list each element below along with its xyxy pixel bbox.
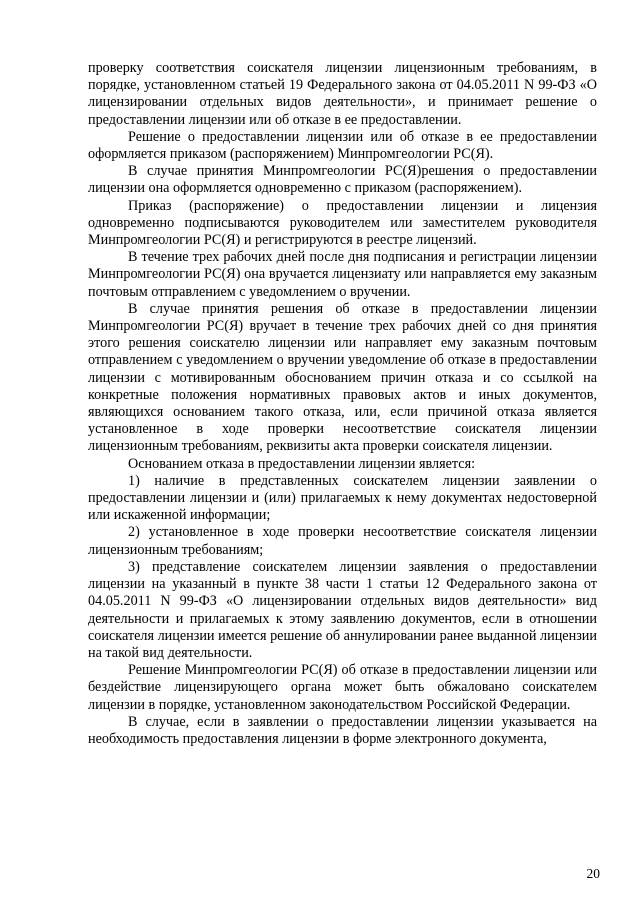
paragraph-delivery-term: В течение трех рабочих дней после дня подписания и регистрации лицензии Минпромгеологии РС(Я) она вручается лицензиату или направляется ему заказным почтовым отправлением с уведомлением о вручении. (88, 249, 597, 300)
paragraph-license-issue-order: В случае принятия Минпромгеологии РС(Я)решения о предоставлении лицензии она оформляется одновременно с приказом (распоряжением). (88, 163, 597, 197)
page-number: 20 (586, 866, 600, 881)
document-body (88, 60, 597, 748)
paragraph-ground-1: 1) наличие в представленных соискателем лицензии заявлении о предоставлении лицензии и (или) прилагаемых к нему документах недостоверной или искаженной информации; (88, 472, 597, 524)
paragraph-ground-3: 3) представление соискателем лицензии заявления о предоставлении лицензии на указанный в пункте 38 части 1 статьи 12 Федерального закона от 04.05.2011 N 99-ФЗ «О лицензировании отдельных видов деятельности» вид деятельности и прилагаемых к этому заявлению документов, если в отношении соискателя лицензии имеется решение об аннулировании ранее выданной лицензии на такой вид деятельности. (88, 558, 597, 661)
paragraph-review-continuation: проверку соответствия соискателя лицензии лицензионным требованиям, в порядке, установленном статьей 19 Федерального закона от 04.05.2011 N 99-ФЗ «О лицензировании отдельных видов деятельности», и принимает решение о предоставлении лицензии или об отказе в ее предоставлении. (88, 60, 597, 128)
paragraph-appeal: Решение Минпромгеологии РС(Я) об отказе в предоставлении лицензии или бездействие лицензирующего органа может быть обжаловано соискателем лицензии в порядке, установленном законодательством Российской Федерации. (88, 662, 597, 713)
paragraph-refusal-notice: В случае принятия решения об отказе в предоставлении лицензии Минпромгеологии РС(Я) вручает в течение трех рабочих дней со дня принятия этого решения соискателю лицензии или направляет ему заказным почтовым отправлением с уведомлением о вручении уведомление об отказе в предоставлении лицензии с мотивированным обоснованием причин отказа и со ссылкой на конкретные положения нормативных правовых актов и иных документов, являющихся основанием такого отказа, или, если причиной отказа является установленное в ходе проверки несоответствие соискателя лицензии лицензионным требованиям, реквизиты акта проверки соискателя лицензии. (88, 300, 597, 455)
paragraph-ground-2: 2) установленное в ходе проверки несоответствие соискателя лицензии лицензионным требованиям; (88, 524, 597, 558)
paragraph-electronic-form: В случае, если в заявлении о предоставлении лицензии указывается на необходимость предоставления лицензии в форме электронного документа, (88, 713, 597, 747)
paragraph-refusal-grounds-heading: Основанием отказа в предоставлении лицензии является: (128, 455, 476, 472)
paragraph-signing-registration: Приказ (распоряжение) о предоставлении лицензии и лицензия одновременно подписываются руководителем или заместителем руководителя Минпромгеологии РС(Я) и регистрируются в реестре лицензий. (88, 197, 597, 249)
paragraph-decision-order: Решение о предоставлении лицензии или об отказе в ее предоставлении оформляется приказом (распоряжением) Минпромгеологии РС(Я). (88, 128, 597, 163)
